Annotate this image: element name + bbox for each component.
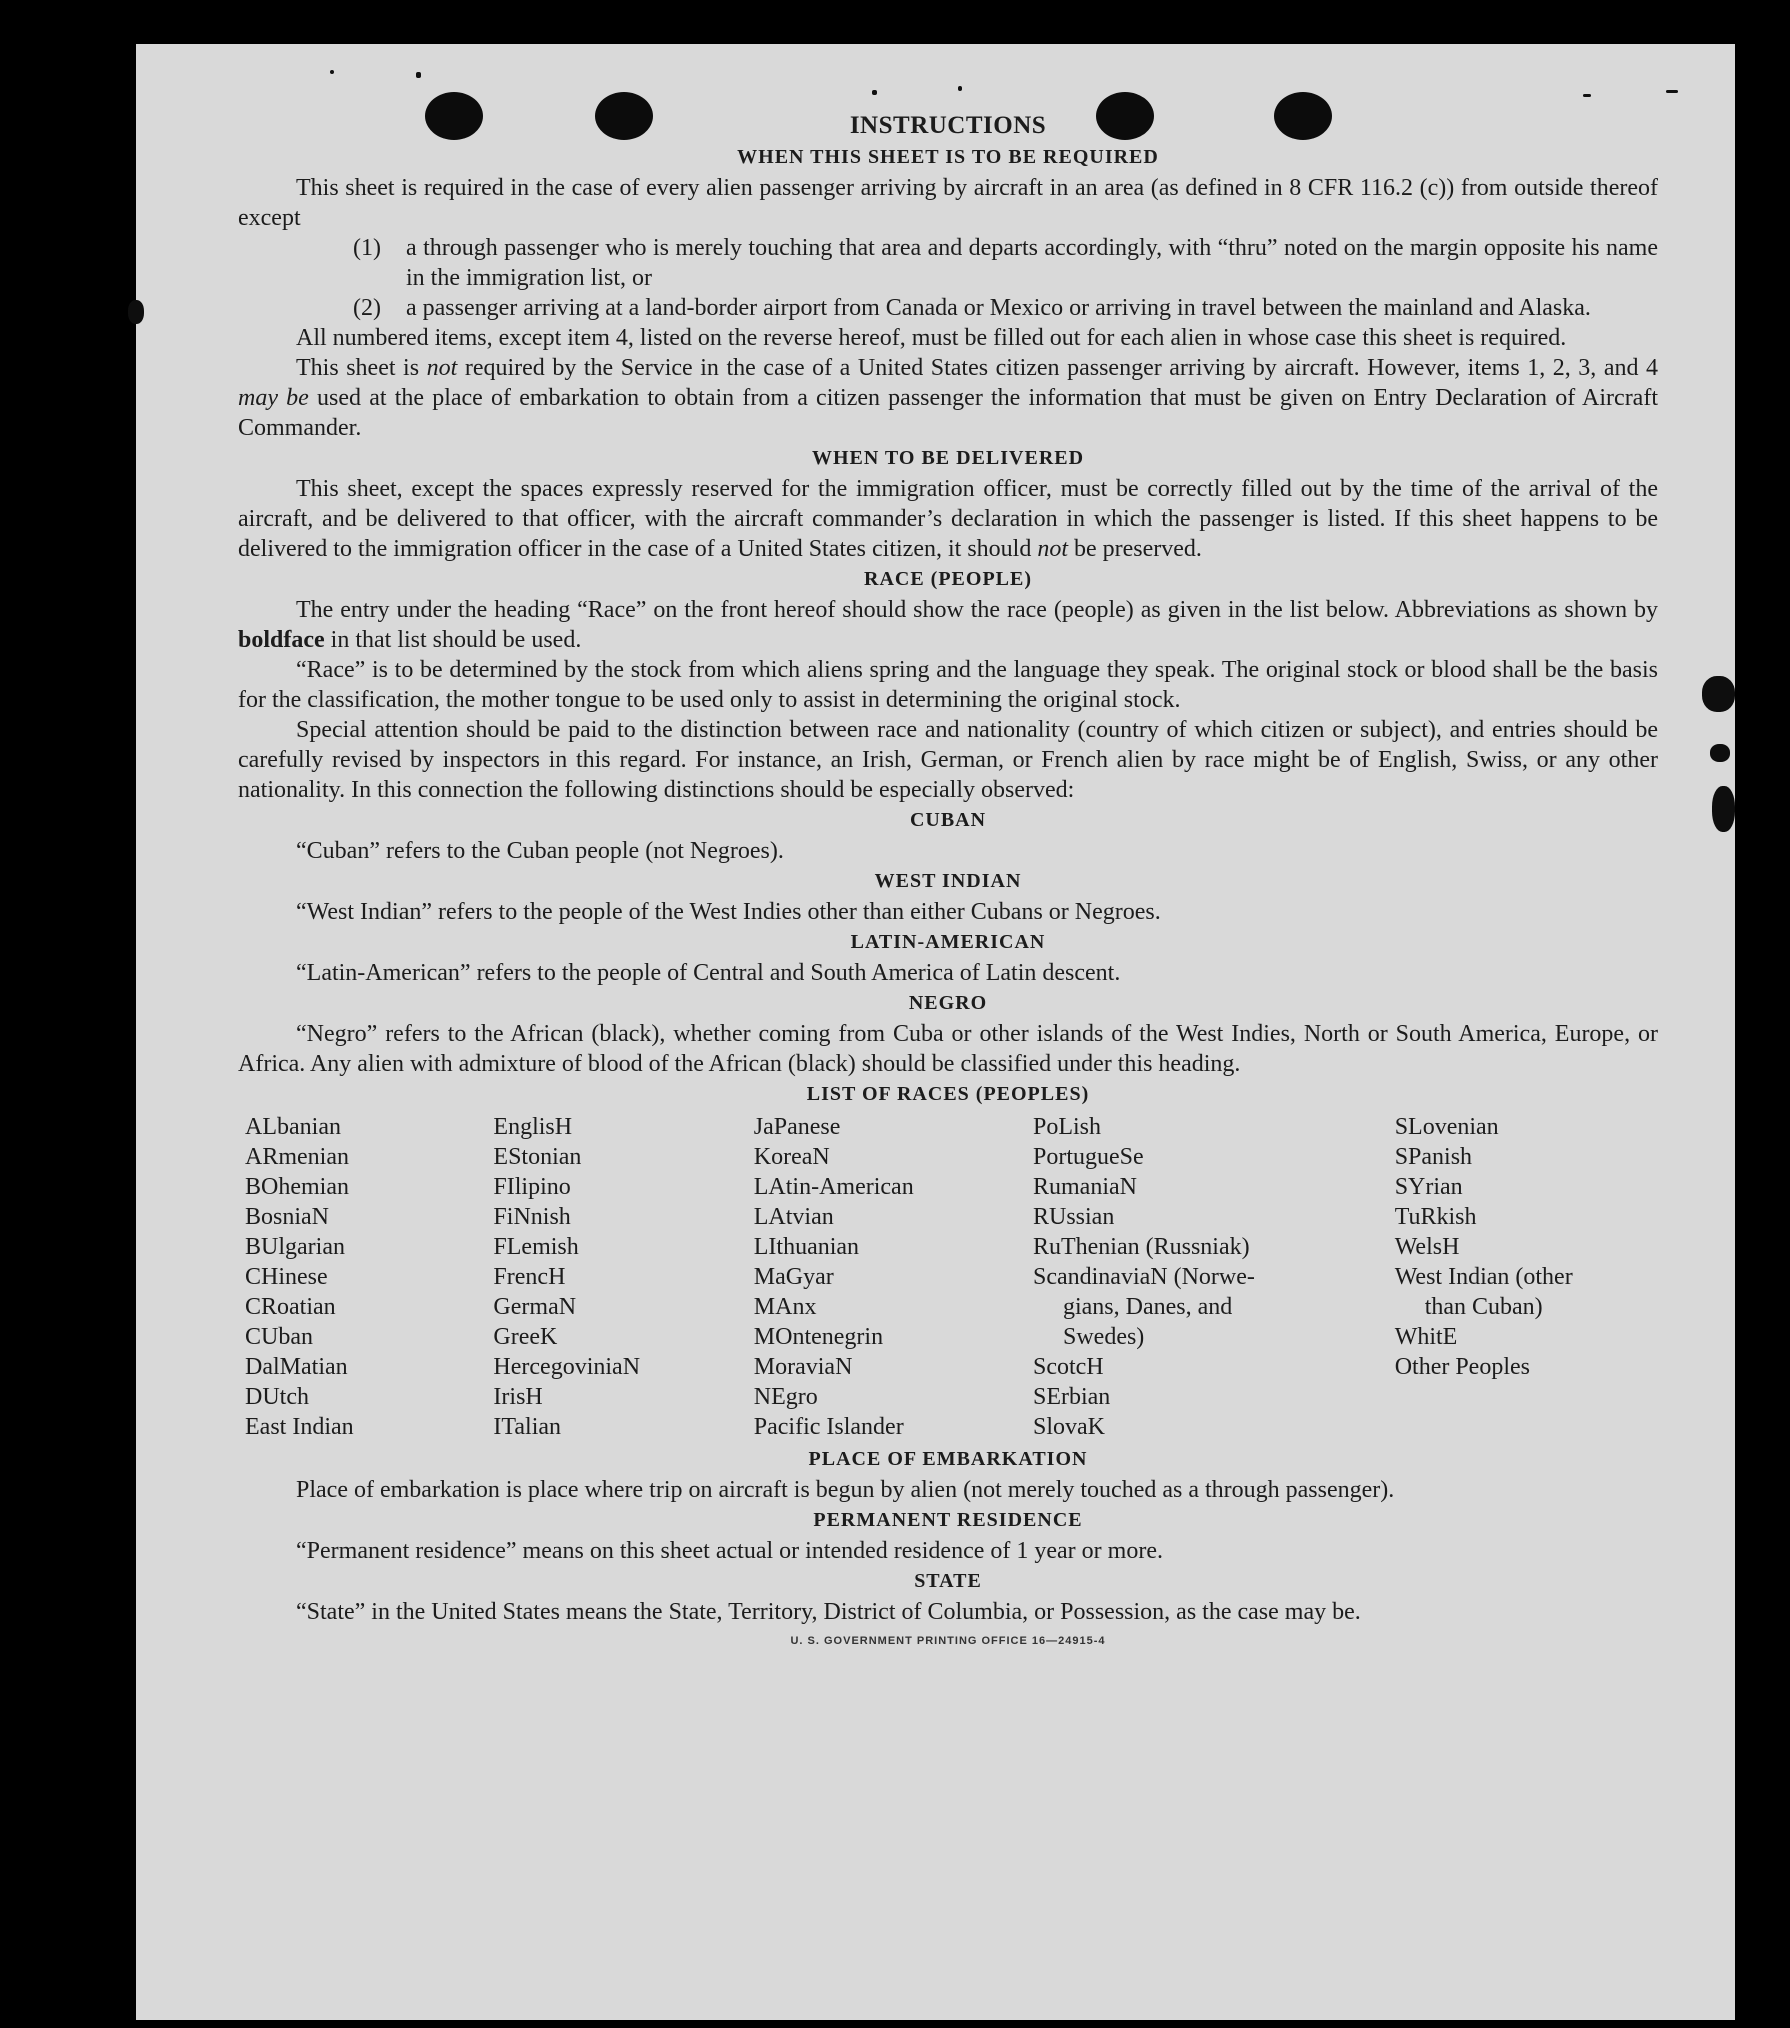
race-entry: DUtch [245, 1384, 309, 1410]
race-entry: East Indian [245, 1414, 354, 1440]
ink-blot [128, 300, 144, 324]
race-entry: FiNnish [493, 1204, 571, 1230]
race-entry: FIlipino [493, 1174, 571, 1200]
race-entry: HercegoviniaN [493, 1354, 641, 1380]
race-entry: MoraviaN [753, 1354, 853, 1380]
race-entry: SlovaK [1032, 1414, 1105, 1440]
race-entry: IrisH [493, 1384, 543, 1410]
paragraph [238, 353, 1658, 443]
races-column [1395, 1112, 1658, 1442]
item-text: a through passenger who is merely touching that area and departs accordingly, with “thru” noted on the margin opposite his name in the immigration list, or [406, 235, 1658, 291]
race-entry: CUban [245, 1324, 313, 1350]
race-entry: ScandinaviaN (Norwe- [1032, 1264, 1255, 1290]
paragraph: “Permanent residence” means on this sheet actual or intended residence of 1 year or more. [296, 1538, 1163, 1564]
race-entry: BUlgarian [245, 1234, 345, 1260]
race-entry: Swedes) [1062, 1324, 1145, 1350]
speck [1666, 90, 1678, 93]
paragraph: “Latin-American” refers to the people of Central and South America of Latin descent. [296, 960, 1121, 986]
section-heading: WHEN THIS SHEET IS TO BE REQUIRED [737, 146, 1159, 168]
speck [416, 72, 421, 78]
paragraph: “West Indian” refers to the people of the West Indies other than either Cubans or Negroes. [296, 899, 1161, 925]
race-entry: SPanish [1394, 1144, 1473, 1170]
speck [330, 70, 334, 74]
text-run: The entry under the heading “Race” on the front hereof should show the race (people) as given in the list below. Abbreviations as shown by [296, 597, 1658, 623]
race-entry: SLovenian [1394, 1114, 1499, 1140]
section-heading: RACE (PEOPLE) [864, 568, 1032, 590]
ink-blot [1712, 786, 1735, 832]
section-heading: LIST OF RACES (PEOPLES) [806, 1083, 1090, 1105]
text-run: required by the Service in the case of a United States citizen passenger arriving by aircraft. However, items 1, 2, 3, and 4 [464, 355, 1659, 381]
race-entry: RumaniaN [1032, 1174, 1137, 1200]
race-entry: ARmenian [245, 1144, 349, 1170]
paragraph [238, 474, 1658, 564]
speck [1583, 94, 1591, 97]
race-entry: CHinese [245, 1264, 328, 1290]
races-column [1033, 1112, 1395, 1442]
printer-imprint: U. S. GOVERNMENT PRINTING OFFICE 16—24915-4 [790, 1635, 1106, 1647]
race-entry: SErbian [1032, 1384, 1111, 1410]
race-entry: ALbanian [245, 1114, 341, 1140]
paragraph [238, 595, 1658, 655]
paragraph: “Race” is to be determined by the stock from which aliens spring and the language they speak. The original stock or blood shall be the basis for the classification, the mother tongue to be used only to assist in determining the original stock. [238, 657, 1658, 713]
race-entry: LAtvian [753, 1204, 834, 1230]
race-entry: Other Peoples [1394, 1354, 1530, 1380]
race-entry: LIthuanian [753, 1234, 860, 1260]
text-run: used at the place of embarkation to obtain from a citizen passenger the information that must be given on Entry Declaration of Aircraft Commander. [238, 385, 1658, 441]
page-title: INSTRUCTIONS [849, 112, 1047, 139]
race-entry: JaPanese [753, 1114, 841, 1140]
race-entry: RUssian [1032, 1204, 1115, 1230]
race-entry: BOhemian [245, 1174, 349, 1200]
section-heading: NEGRO [908, 992, 988, 1014]
paragraph: “Cuban” refers to the Cuban people (not Negroes). [296, 838, 784, 864]
races-list [245, 1112, 1658, 1442]
item-number: (1) [353, 235, 381, 261]
race-entry: WelsH [1394, 1234, 1460, 1260]
race-entry: West Indian (other [1394, 1264, 1573, 1290]
race-entry: gians, Danes, and [1062, 1294, 1233, 1320]
list-item [353, 293, 1658, 323]
paragraph: Place of embarkation is place where trip on aircraft is begun by alien (not merely touched as a through passenger). [296, 1477, 1395, 1503]
race-entry: CRoatian [245, 1294, 336, 1320]
section-heading: WHEN TO BE DELIVERED [811, 447, 1085, 469]
race-entry: FLemish [493, 1234, 579, 1260]
speck [872, 90, 877, 95]
race-entry: PortugueSe [1032, 1144, 1144, 1170]
races-column [493, 1112, 753, 1442]
text-run: in that list should be used. [330, 627, 582, 653]
race-entry: LAtin-American [753, 1174, 914, 1200]
paragraph: “State” in the United States means the State, Territory, District of Columbia, or Possession, as the case may be. [296, 1599, 1361, 1625]
race-entry: SYrian [1394, 1174, 1463, 1200]
item-text: a passenger arriving at a land-border airport from Canada or Mexico or arriving in travel between the mainland and Alaska. [406, 295, 1591, 321]
race-entry: than Cuban) [1424, 1294, 1543, 1320]
race-entry: PoLish [1032, 1114, 1101, 1140]
ink-blot [1702, 676, 1735, 712]
race-entry: GreeK [493, 1324, 558, 1350]
race-entry: TuRkish [1394, 1204, 1477, 1230]
races-column [754, 1112, 1033, 1442]
ink-blot [1710, 744, 1730, 762]
paragraph: All numbered items, except item 4, listed on the reverse hereof, must be filled out for each alien in whose case this sheet is required. [296, 325, 1567, 351]
race-entry: KoreaN [753, 1144, 830, 1170]
list-item [353, 233, 1658, 293]
section-heading: WEST INDIAN [874, 870, 1022, 892]
text-run: be preserved. [1074, 536, 1202, 562]
race-entry: FrencH [493, 1264, 566, 1290]
race-entry: EStonian [493, 1144, 582, 1170]
section-heading: LATIN-AMERICAN [850, 931, 1046, 953]
section-heading: PLACE OF EMBARKATION [808, 1448, 1088, 1470]
paragraph: Special attention should be paid to the distinction between race and nationality (country of which citizen or subject), and entries should be carefully revised by inspectors in this regard. For instance, an Irish, German, or French alien by race might be of English, Swiss, or any other nationality. In this connection the following distinctions should be especially observed: [238, 717, 1658, 803]
section-heading: PERMANENT RESIDENCE [813, 1509, 1083, 1531]
race-entry: GermaN [493, 1294, 577, 1320]
italic-text: not [1037, 536, 1068, 562]
race-entry: ScotcH [1032, 1354, 1104, 1380]
item-number: (2) [353, 295, 381, 321]
race-entry: ITalian [493, 1414, 562, 1440]
race-entry: MaGyar [753, 1264, 834, 1290]
race-entry: Pacific Islander [753, 1414, 904, 1440]
paragraph: This sheet is required in the case of every alien passenger arriving by aircraft in an area (as defined in 8 CFR 116.2 (c)) from outside thereof except [238, 175, 1658, 231]
race-entry: MOntenegrin [753, 1324, 884, 1350]
race-entry: BosniaN [245, 1204, 329, 1230]
race-entry: WhitE [1394, 1324, 1458, 1350]
italic-text: not [426, 355, 458, 381]
text-run: This sheet is [296, 355, 420, 381]
race-entry: DalMatian [245, 1354, 348, 1380]
section-heading: CUBAN [909, 809, 987, 831]
section-heading: STATE [914, 1570, 982, 1592]
race-entry: RuThenian (Russniak) [1032, 1234, 1250, 1260]
speck [958, 86, 962, 91]
paragraph: “Negro” refers to the African (black), whether coming from Cuba or other islands of the West Indies, North or South America, Europe, or Africa. Any alien with admixture of blood of the African (black) should be classified under this heading. [238, 1021, 1658, 1077]
race-entry: EnglisH [493, 1114, 573, 1140]
instructions-text [238, 112, 1658, 1647]
race-entry: MAnx [753, 1294, 817, 1320]
races-column [245, 1112, 493, 1442]
bold-text: boldface [238, 627, 325, 653]
text-run: This sheet, except the spaces expressly reserved for the immigration officer, must be correctly filled out by the time of the arrival of the aircraft, and be delivered to that officer, with the aircraft commander’s declaration in which the passenger is listed. If this sheet happens to be delivered to the immigration officer in the case of a United States citizen, it should [238, 476, 1658, 562]
race-entry: NEgro [753, 1384, 818, 1410]
italic-text: may be [238, 385, 309, 411]
